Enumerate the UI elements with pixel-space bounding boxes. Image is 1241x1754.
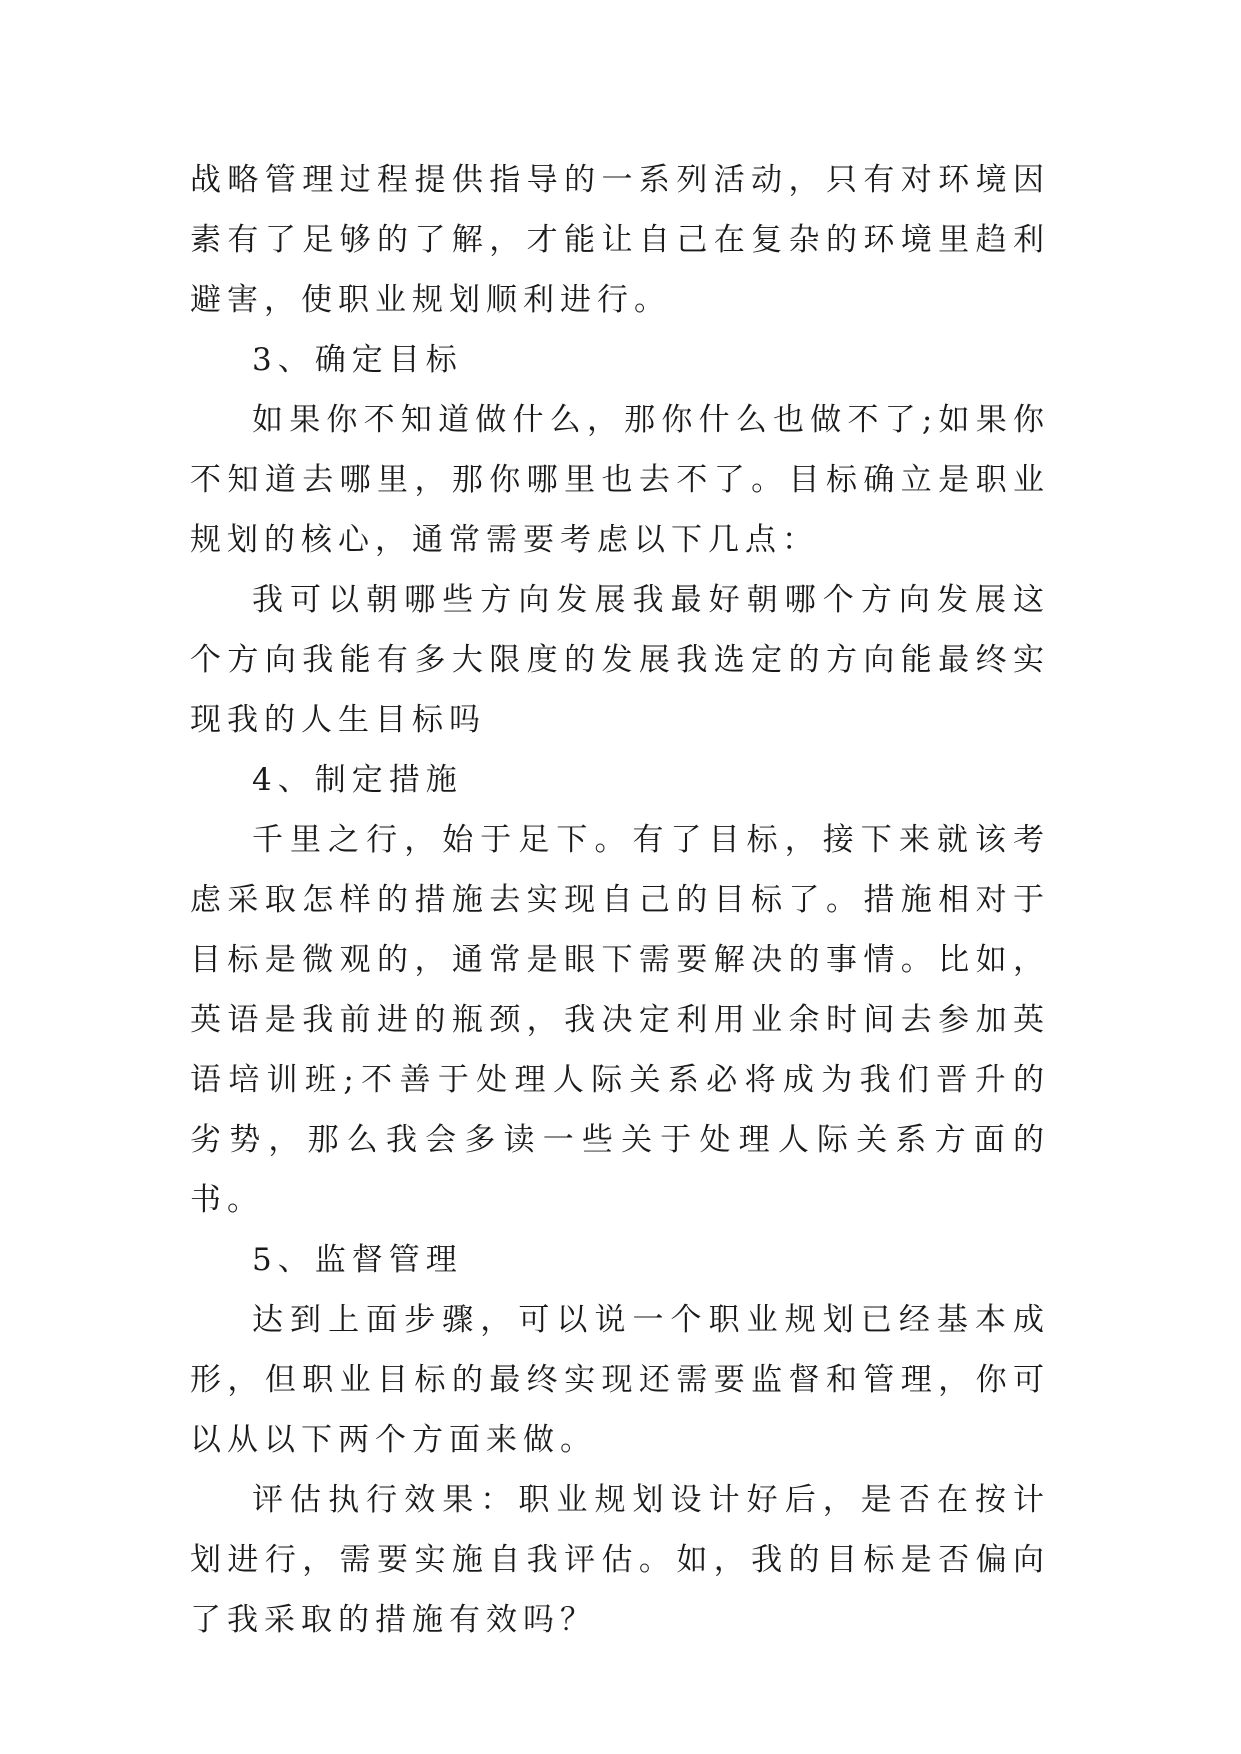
paragraph-set-goals: 如果你不知道做什么，那你什么也做不了;如果你不知道去哪里，那你哪里也去不了。目标确立是职业规划的核心，通常需要考虑以下几点： — [190, 402, 1050, 558]
section-heading-set-goals: 3、确定目标 — [252, 342, 463, 378]
document-body — [190, 150, 1050, 1650]
paragraph-goal-questions: 我可以朝哪些方向发展我最好朝哪个方向发展这个方向我能有多大限度的发展我选定的方向能最终实现我的人生目标吗 — [190, 582, 1050, 738]
section-heading-supervision: 5、监督管理 — [252, 1242, 463, 1278]
section-heading-set-measures: 4、制定措施 — [252, 762, 463, 798]
paragraph-set-measures: 千里之行，始于足下。有了目标，接下来就该考虑采取怎样的措施去实现自己的目标了。措施相对于目标是微观的，通常是眼下需要解决的事情。比如，英语是我前进的瓶颈，我决定利用业余时间去参加英语培训班;不善于处理人际关系必将成为我们晋升的劣势，那么我会多读一些关于处理人际关系方面的书。 — [190, 822, 1050, 1218]
paragraph-intro-continuation: 战略管理过程提供指导的一系列活动，只有对环境因素有了足够的了解，才能让自己在复杂的环境里趋利避害，使职业规划顺利进行。 — [190, 162, 1050, 318]
paragraph-supervision: 达到上面步骤，可以说一个职业规划已经基本成形，但职业目标的最终实现还需要监督和管理，你可以从以下两个方面来做。 — [190, 1302, 1050, 1458]
paragraph-evaluate-execution: 评估执行效果：职业规划设计好后，是否在按计划进行，需要实施自我评估。如，我的目标是否偏向了我采取的措施有效吗？ — [190, 1482, 1050, 1638]
